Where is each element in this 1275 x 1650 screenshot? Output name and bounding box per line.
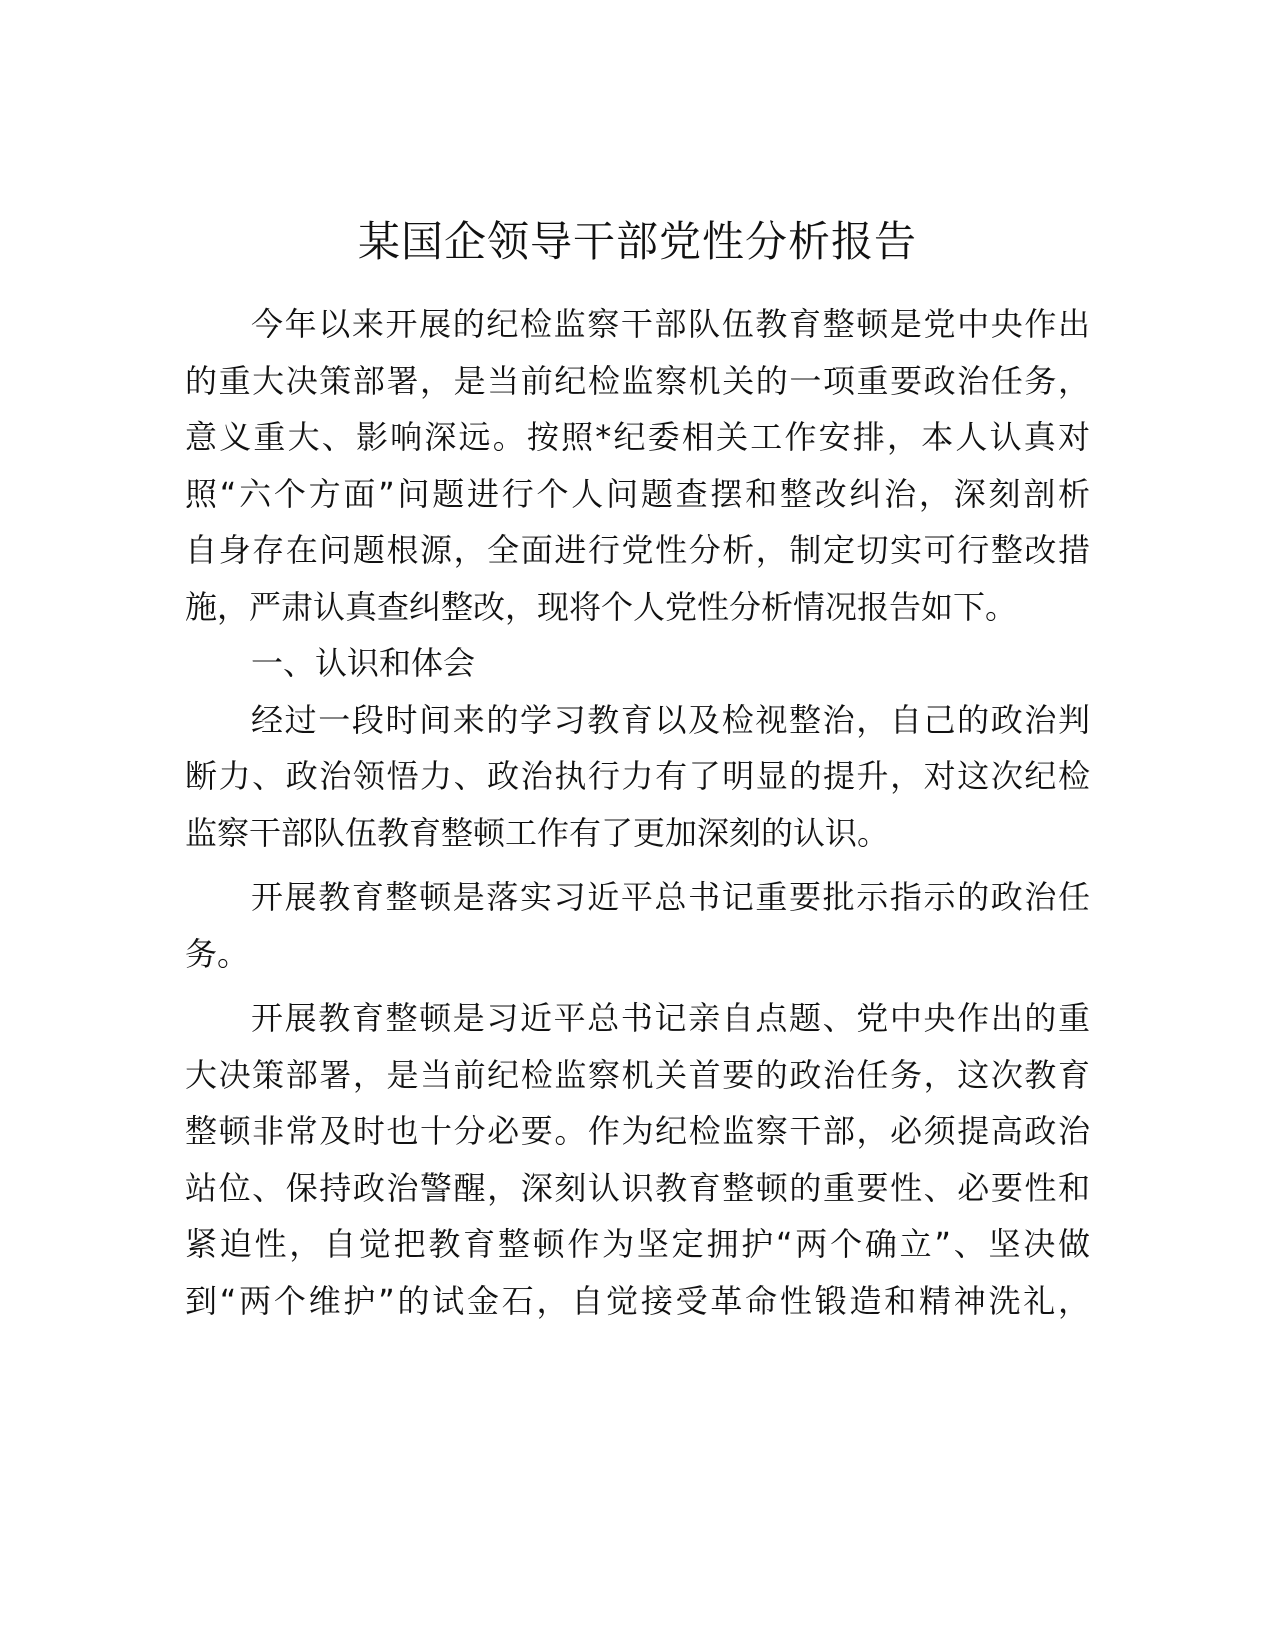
paragraph-line: 开展教育整顿是习近平总书记亲自点题、党中央作出的重 [251,999,1090,1037]
section-paragraph [185,692,1090,862]
paragraph-line: 监察干部队伍教育整顿工作有了更加深刻的认识。 [185,813,890,852]
paragraph-line: 紧迫性，自觉把教育整顿作为坚定拥护“两个确立”、坚决做 [185,1225,1090,1263]
paragraph-line: 站位、保持政治警醒，深刻认识教育整顿的重要性、必要性和 [185,1168,1090,1207]
paragraph-line: 务。 [185,934,250,973]
section-paragraph [185,869,1090,982]
paragraph-line: 大决策部署，是当前纪检监察机关首要的政治任务，这次教育 [185,1055,1090,1094]
paragraph-line: 整顿非常及时也十分必要。作为纪检监察干部，必须提高政治 [185,1112,1090,1150]
paragraph-line: 意义重大、影响深远。按照*纪委相关工作安排，本人认真对 [185,418,1090,456]
paragraph-line: 到“两个维护”的试金石，自觉接受革命性锻造和精神洗礼， [185,1281,1090,1320]
intro-paragraph [185,296,1090,635]
paragraph-line: 的重大决策部署，是当前纪检监察机关的一项重要政治任务， [185,361,1090,400]
paragraph-line: 自身存在问题根源，全面进行党性分析，制定切实可行整改措 [185,531,1090,569]
section-paragraph [185,990,1090,1329]
paragraph-line: 照“六个方面”问题进行个人问题查摆和整改纠治，深刻剖析 [185,474,1090,513]
paragraph-line: 开展教育整顿是落实习近平总书记重要批示指示的政治任 [251,878,1090,916]
document-body [185,296,1090,1329]
section-heading: 一、认识和体会 [251,644,476,682]
paragraph-spacer [185,861,1090,869]
paragraph-line: 断力、政治领悟力、政治执行力有了明显的提升，对这次纪检 [185,757,1090,795]
paragraph-spacer [185,982,1090,990]
document-title: 某国企领导干部党性分析报告 [357,217,917,266]
paragraph-line: 今年以来开展的纪检监察干部队伍教育整顿是党中央作出 [251,305,1090,343]
paragraph-line: 经过一段时间来的学习教育以及检视整治，自己的政治判 [251,700,1090,739]
paragraph-line: 施，严肃认真查纠整改，现将个人党性分析情况报告如下。 [185,587,1018,626]
